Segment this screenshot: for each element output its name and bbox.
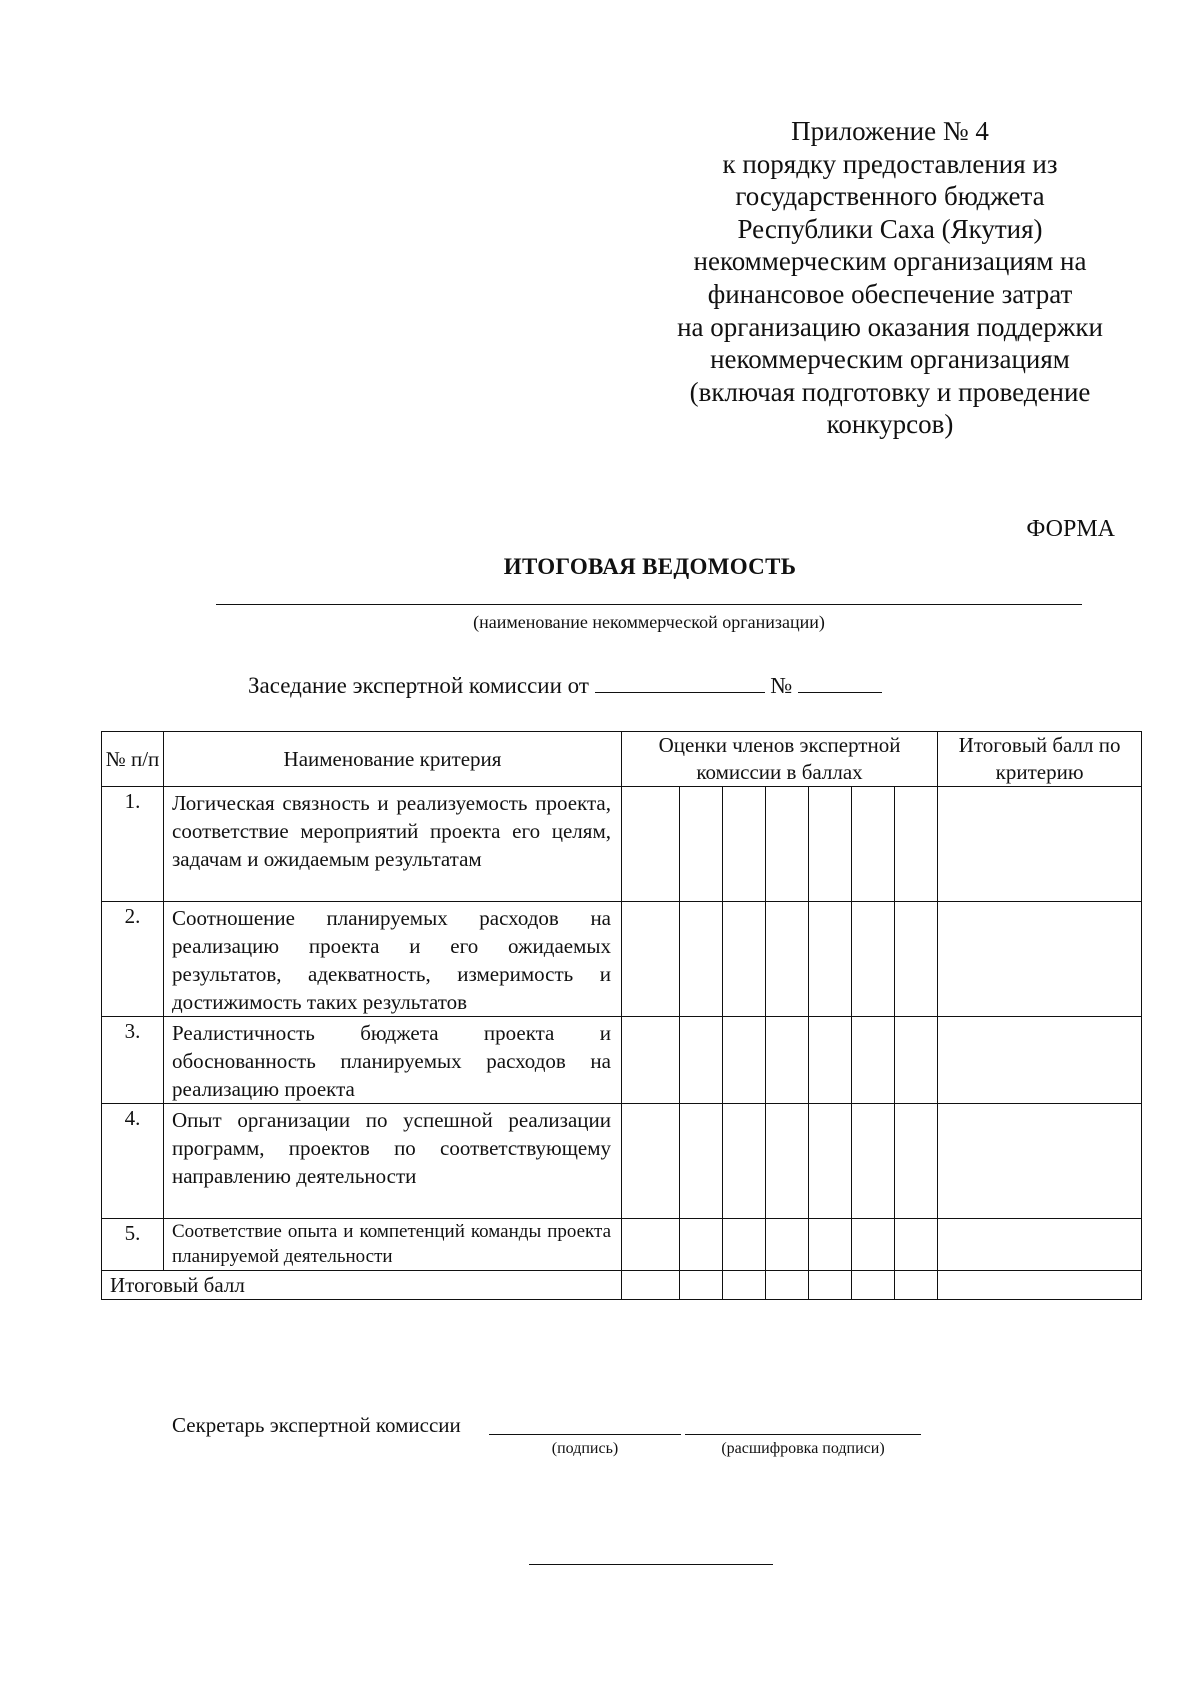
appendix-line: на организацию оказания поддержки: [677, 311, 1103, 342]
criterion-name: Логическая связность и реализуемость проекта, соответствие мероприятий проекта его целям, задачам и ожидаемым результатам: [164, 787, 622, 902]
meeting-date-field[interactable]: [595, 670, 765, 693]
criterion-name: Соотношение планируемых расходов на реализацию проекта и его ожидаемых результатов, адекватность, измеримость и достижимость таких результатов: [164, 902, 622, 1017]
row-number: 5.: [102, 1219, 164, 1271]
score-cell[interactable]: [766, 1104, 809, 1219]
score-cell[interactable]: [622, 1017, 680, 1104]
score-cell[interactable]: [723, 787, 766, 902]
row-number: 3.: [102, 1017, 164, 1104]
appendix-line: Приложение № 4: [791, 116, 989, 146]
score-cell[interactable]: [766, 787, 809, 902]
score-cell[interactable]: [680, 1017, 723, 1104]
appendix-line: (включая подготовку и проведение: [689, 376, 1091, 407]
total-score-cell[interactable]: [766, 1271, 809, 1300]
row-number: 2.: [102, 902, 164, 1017]
signature-decode-field[interactable]: [685, 1434, 921, 1435]
score-cell[interactable]: [723, 1104, 766, 1219]
score-cell[interactable]: [852, 1017, 895, 1104]
total-score-cell[interactable]: [680, 1271, 723, 1300]
score-cell[interactable]: [723, 902, 766, 1017]
table-row: [102, 1017, 1142, 1104]
table-row: [102, 902, 1142, 1017]
score-cell[interactable]: [809, 787, 852, 902]
score-cell[interactable]: [852, 902, 895, 1017]
secretary-label: Секретарь экспертной комиссии: [172, 1413, 461, 1437]
score-cell[interactable]: [680, 902, 723, 1017]
score-cell[interactable]: [680, 1104, 723, 1219]
criterion-total-cell[interactable]: [938, 1017, 1142, 1104]
total-label: Итоговый балл: [102, 1271, 622, 1300]
org-name-caption: (наименование некоммерческой организации): [473, 612, 825, 632]
criterion-total-cell[interactable]: [938, 1219, 1142, 1271]
appendix-line: к порядку предоставления из: [722, 148, 1058, 179]
appendix-header: [620, 115, 1160, 441]
criterion-total-cell[interactable]: [938, 787, 1142, 902]
appendix-line: финансовое обеспечение затрат: [707, 278, 1073, 309]
header-total: Итоговый балл по критерию: [938, 732, 1142, 787]
form-label: ФОРМА: [1026, 516, 1115, 542]
score-cell[interactable]: [895, 902, 938, 1017]
criterion-total-cell[interactable]: [938, 902, 1142, 1017]
appendix-line: государственного бюджета: [735, 181, 1045, 212]
table-row: [102, 1104, 1142, 1219]
score-cell[interactable]: [766, 1219, 809, 1271]
score-cell[interactable]: [809, 902, 852, 1017]
signature-caption: (подпись): [551, 1440, 619, 1457]
row-number: 1.: [102, 787, 164, 902]
document-title: ИТОГОВАЯ ВЕДОМОСТЬ: [503, 554, 797, 579]
criterion-total-cell[interactable]: [938, 1104, 1142, 1219]
table-header-row: [102, 732, 1142, 787]
score-cell[interactable]: [852, 1104, 895, 1219]
appendix-line: некоммерческим организациям на: [693, 246, 1087, 277]
meeting-number-sign: №: [770, 673, 793, 698]
total-score-cell[interactable]: [809, 1271, 852, 1300]
appendix-line: некоммерческим организациям: [710, 344, 1070, 375]
total-score-cell[interactable]: [622, 1271, 680, 1300]
grand-total-cell[interactable]: [938, 1271, 1142, 1300]
table-row: [102, 787, 1142, 902]
criterion-name: Соответствие опыта и компетенций команды проекта планируемой деятельности: [164, 1219, 622, 1271]
meeting-label: Заседание экспертной комиссии от: [248, 673, 589, 698]
meeting-line: [248, 670, 882, 699]
score-cell[interactable]: [852, 1219, 895, 1271]
org-name-line[interactable]: [216, 604, 1082, 605]
signature-field[interactable]: [489, 1434, 681, 1435]
score-cell[interactable]: [852, 787, 895, 902]
row-number: 4.: [102, 1104, 164, 1219]
score-cell[interactable]: [766, 1017, 809, 1104]
signature-decode-caption: (расшифровка подписи): [721, 1440, 885, 1457]
score-cell[interactable]: [766, 902, 809, 1017]
meeting-number-field[interactable]: [798, 670, 882, 693]
score-cell[interactable]: [895, 787, 938, 902]
score-cell[interactable]: [895, 1219, 938, 1271]
header-scores: Оценки членов экспертной комиссии в баллах: [622, 732, 938, 787]
score-cell[interactable]: [622, 1104, 680, 1219]
footer-divider: [529, 1564, 773, 1565]
score-cell[interactable]: [895, 1104, 938, 1219]
appendix-line: конкурсов): [826, 409, 954, 440]
score-cell[interactable]: [723, 1017, 766, 1104]
header-num: № п/п: [102, 732, 164, 787]
criterion-name: Опыт организации по успешной реализации программ, проектов по соответствующему направлению деятельности: [164, 1104, 622, 1219]
score-cell[interactable]: [622, 902, 680, 1017]
score-cell[interactable]: [809, 1104, 852, 1219]
table-row: [102, 1219, 1142, 1271]
total-score-cell[interactable]: [723, 1271, 766, 1300]
total-score-cell[interactable]: [895, 1271, 938, 1300]
score-cell[interactable]: [622, 787, 680, 902]
score-cell[interactable]: [895, 1017, 938, 1104]
score-cell[interactable]: [809, 1219, 852, 1271]
total-row: [102, 1271, 1142, 1300]
score-cell[interactable]: [723, 1219, 766, 1271]
appendix-line: Республики Саха (Якутия): [737, 213, 1043, 244]
criterion-name: Реалистичность бюджета проекта и обоснованность планируемых расходов на реализацию проекта: [164, 1017, 622, 1104]
criteria-table: [101, 731, 1142, 1300]
score-cell[interactable]: [622, 1219, 680, 1271]
score-cell[interactable]: [680, 787, 723, 902]
header-criterion: Наименование критерия: [164, 732, 622, 787]
score-cell[interactable]: [680, 1219, 723, 1271]
score-cell[interactable]: [809, 1017, 852, 1104]
total-score-cell[interactable]: [852, 1271, 895, 1300]
